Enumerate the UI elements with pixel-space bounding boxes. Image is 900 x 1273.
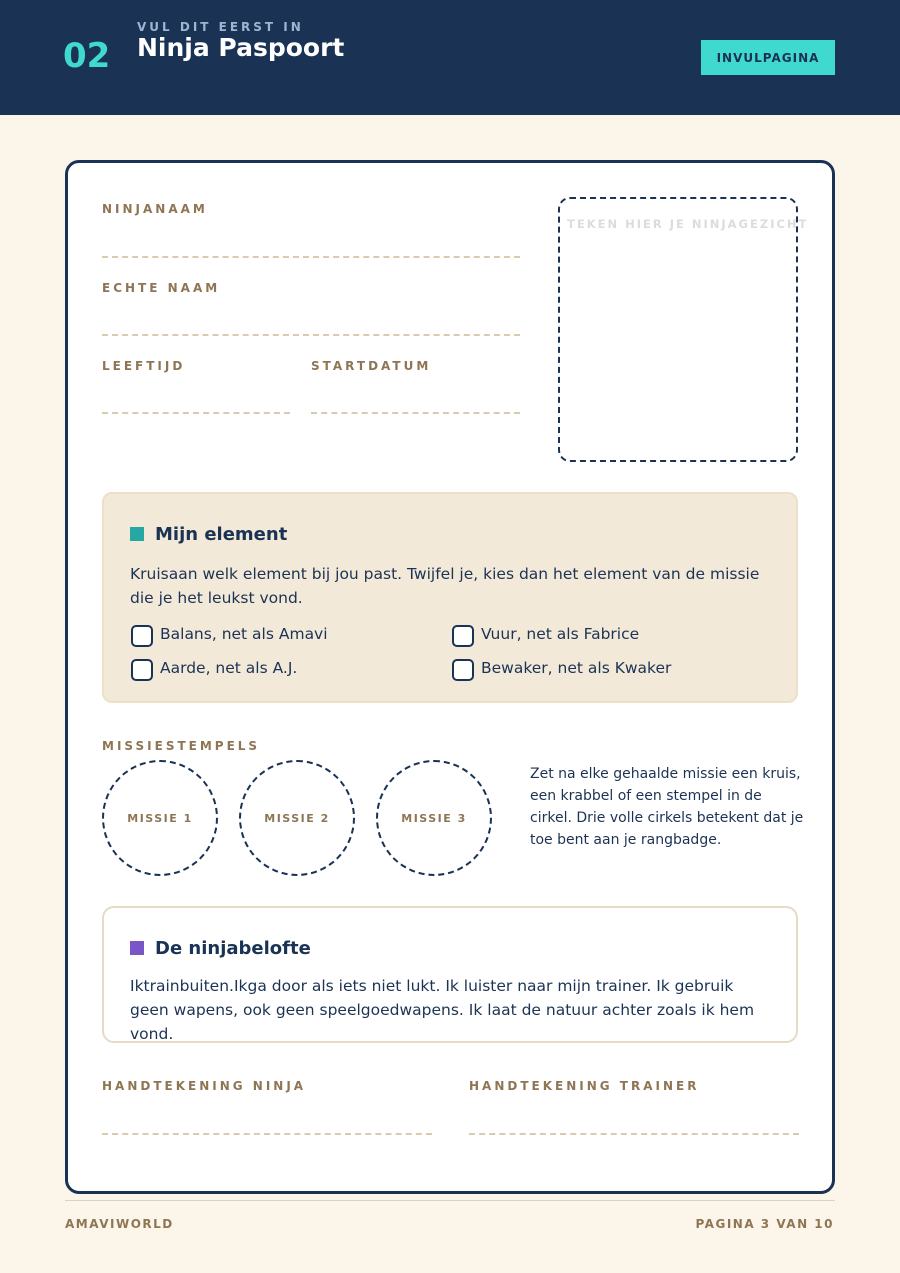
stamps-instructions: Zet na elke gehaalde missie een kruis, een krabbel of een stempel in de cirkel. Drie volle cirkels betekent dat je toe bent aan je rangbadge. <box>530 766 804 848</box>
stamp-circle-1[interactable]: MISSIE 1 <box>102 760 218 876</box>
signature-ninja-field[interactable] <box>102 1133 432 1135</box>
promise-text: Iktrainbuiten.Ikga door als iets niet lukt. Ik luister naar mijn trainer. Ik gebruik geen wapens, ook geen speelgoedwapens. Ik laat de natuur achter zoals ik hem vond. <box>130 977 755 1043</box>
checkbox-bewaker[interactable] <box>452 659 474 681</box>
promise-title: De ninjabelofte <box>155 938 311 959</box>
option-label: Vuur, net als Fabrice <box>481 625 640 643</box>
missiestempels-label: MISSIESTEMPELS <box>102 739 261 753</box>
ninjanaam-field[interactable] <box>102 256 520 258</box>
header-kicker: VUL DIT EERST IN <box>137 20 304 34</box>
element-description: Kruisaan welk element bij jou past. Twijfel je, kies dan het element van de missie die je het leukst vond. <box>130 565 760 607</box>
photo-caption: TEKEN HIER JE NINJAGEZICHT <box>567 217 809 231</box>
element-marker-icon <box>130 527 144 541</box>
stamp-circle-3[interactable]: MISSIE 3 <box>376 760 492 876</box>
leeftijd-label: LEEFTIJD <box>102 359 186 373</box>
option-label: Aarde, net als A.J. <box>160 659 298 677</box>
promise-marker-icon <box>130 941 144 955</box>
echte-naam-field[interactable] <box>102 334 520 336</box>
page-title: Ninja Paspoort <box>137 33 345 62</box>
echte-naam-label: ECHTE NAAM <box>102 281 221 295</box>
checkbox-balans[interactable] <box>131 625 153 647</box>
page-header <box>0 0 900 115</box>
signature-ninja-label: HANDTEKENING NINJA <box>102 1079 307 1093</box>
promise-section <box>102 906 798 1043</box>
section-number: 02 <box>63 36 111 76</box>
checkbox-aarde[interactable] <box>131 659 153 681</box>
signature-trainer-label: HANDTEKENING TRAINER <box>469 1079 700 1093</box>
page-type-badge: INVULPAGINA <box>701 40 835 75</box>
ninjanaam-label: NINJANAAM <box>102 202 208 216</box>
option-label: Balans, net als Amavi <box>160 625 328 643</box>
leeftijd-field[interactable] <box>102 412 290 414</box>
page-number: PAGINA 3 VAN 10 <box>695 1217 834 1231</box>
footer-divider <box>65 1200 835 1201</box>
footer-brand: AMAVIWORLD <box>65 1217 174 1231</box>
startdatum-label: STARTDATUM <box>311 359 432 373</box>
signature-trainer-field[interactable] <box>469 1133 799 1135</box>
stamp-circle-2[interactable]: MISSIE 2 <box>239 760 355 876</box>
element-title: Mijn element <box>155 524 288 545</box>
startdatum-field[interactable] <box>311 412 520 414</box>
option-label: Bewaker, net als Kwaker <box>481 659 672 677</box>
element-section <box>102 492 798 703</box>
photo-drawing-area[interactable] <box>558 197 809 462</box>
checkbox-vuur[interactable] <box>452 625 474 647</box>
